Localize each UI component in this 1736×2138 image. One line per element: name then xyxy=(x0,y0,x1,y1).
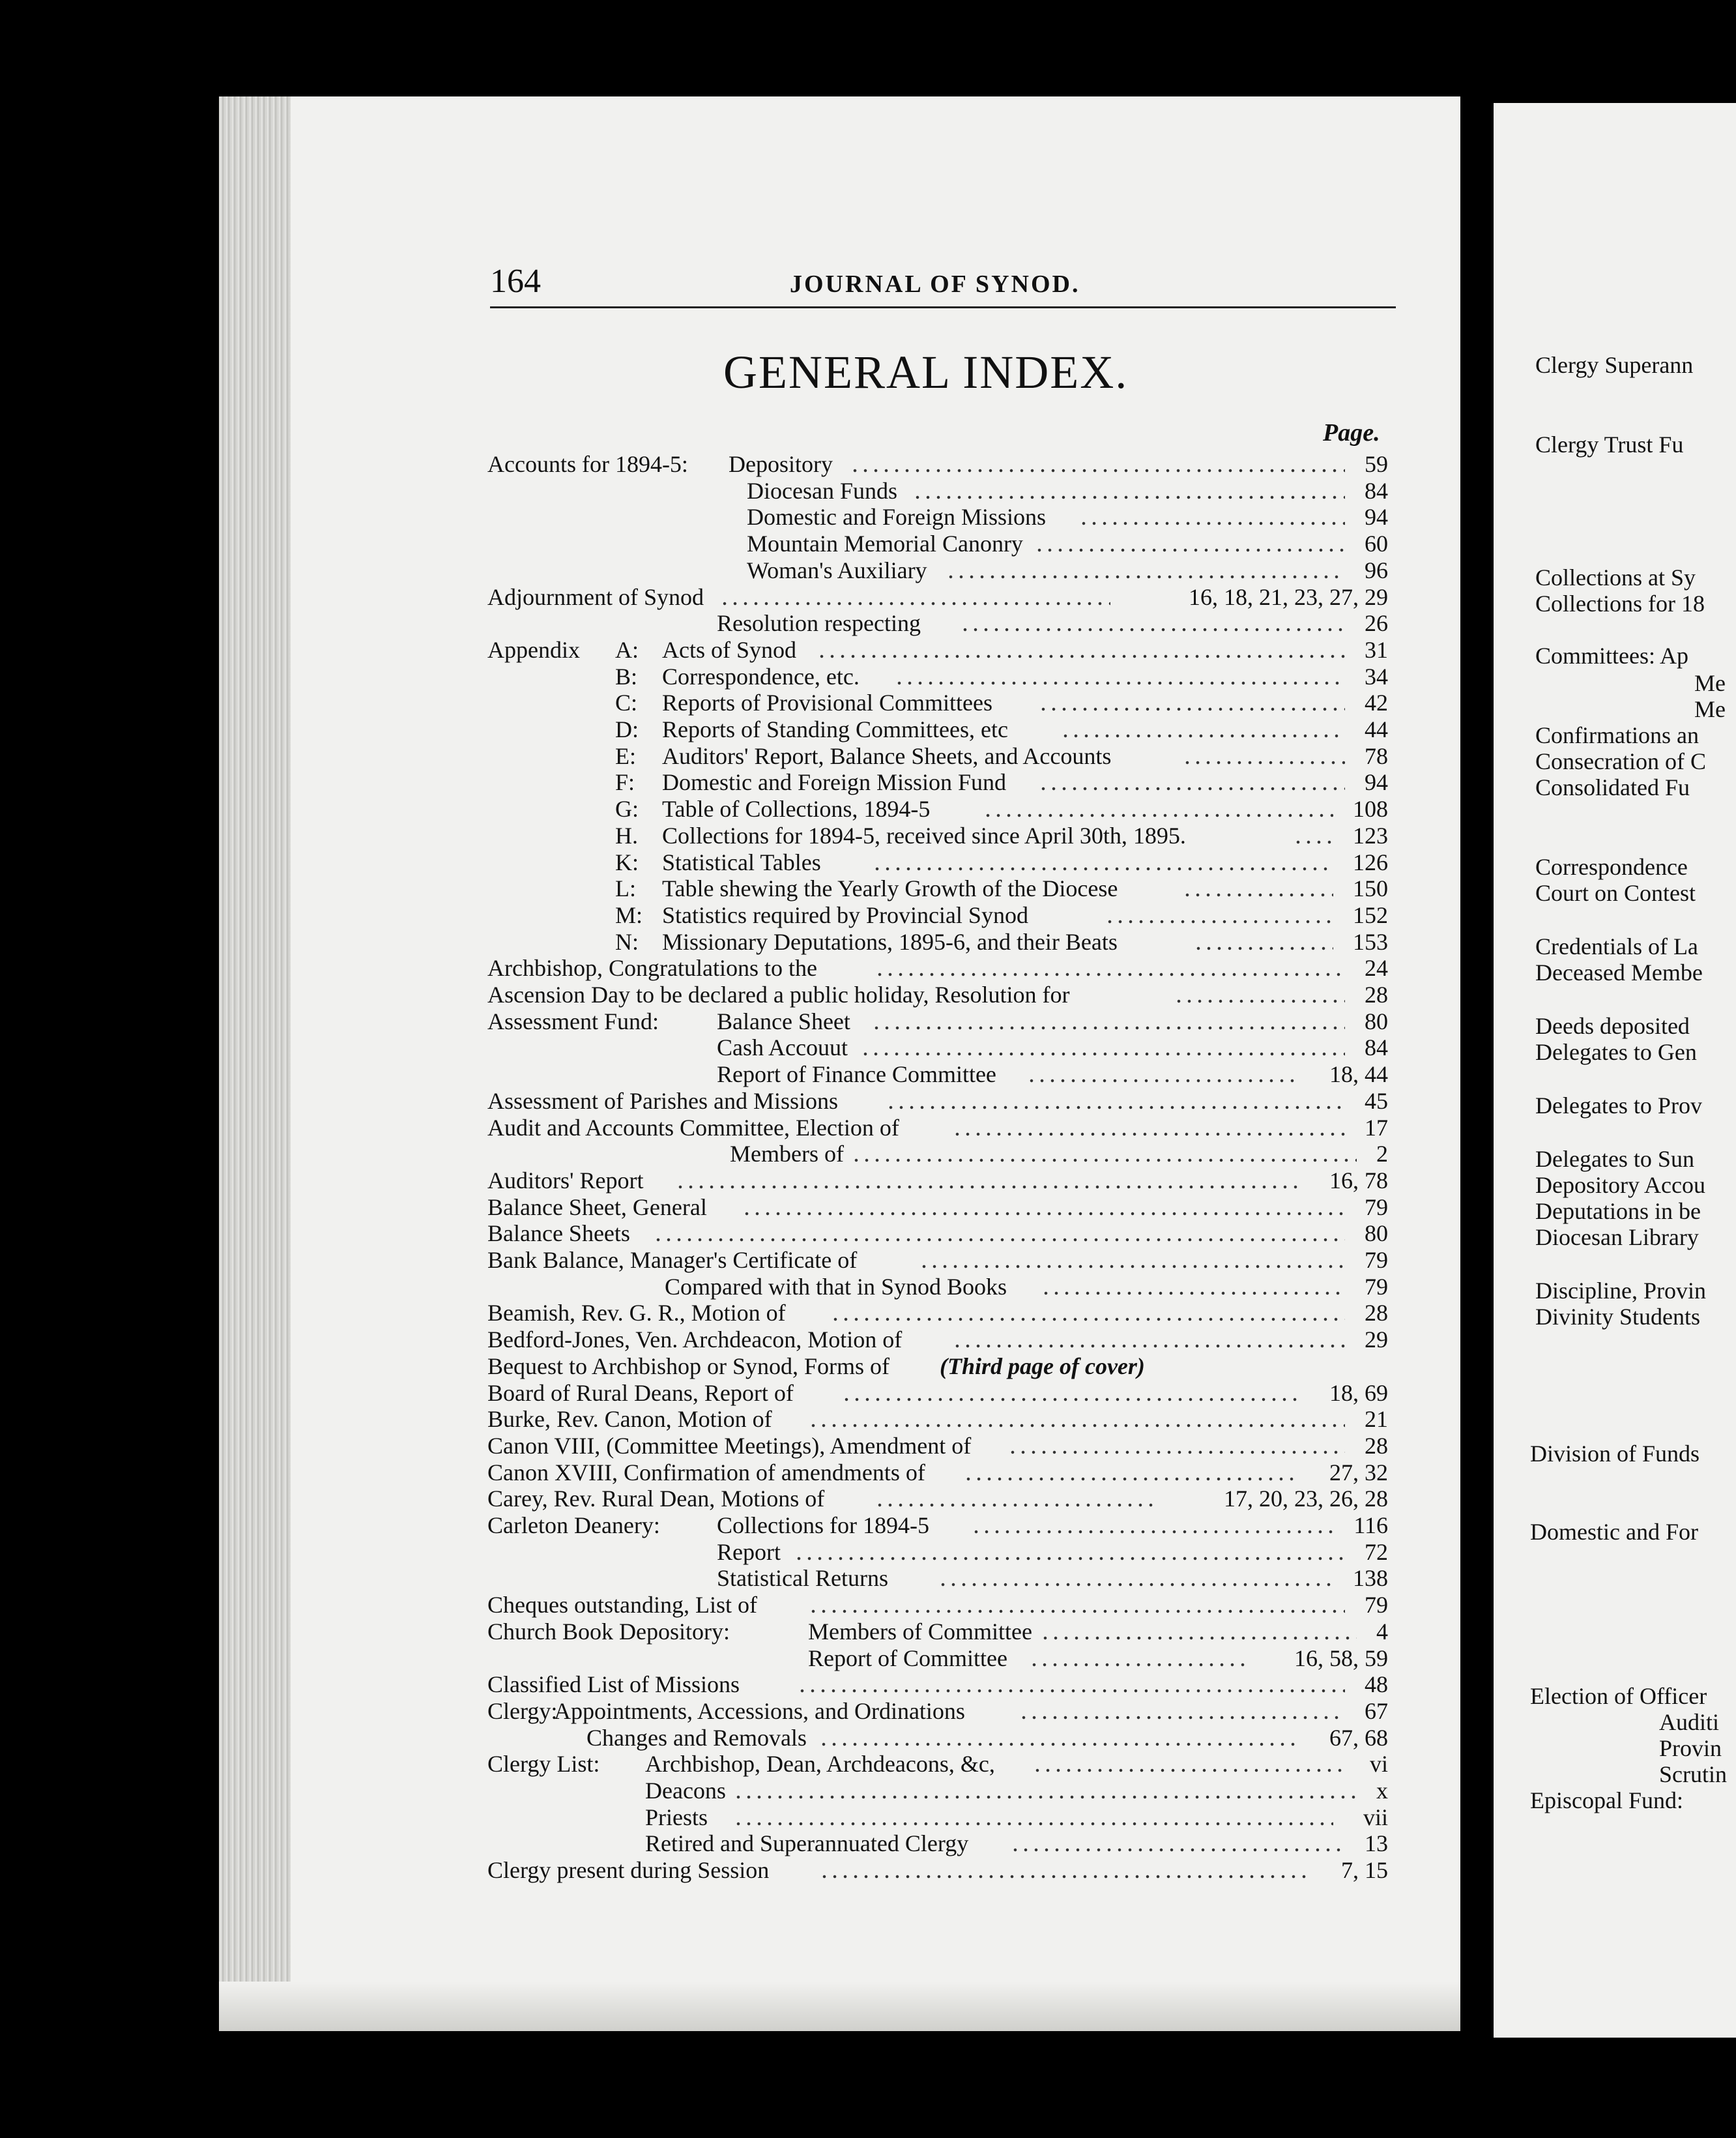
next-page-entry: Delegates to Sun xyxy=(1535,1146,1694,1172)
page-ref: 80 xyxy=(1365,1008,1388,1034)
index-entry xyxy=(0,664,1388,690)
entry-subheading: Collections for 1894-5, received since April 30th, 1895. xyxy=(662,822,1186,849)
page-ref: 24 xyxy=(1365,955,1388,982)
entry-subheading: Statistical Returns xyxy=(717,1565,888,1592)
index-entry xyxy=(0,743,1388,769)
dot-leader xyxy=(794,1539,1345,1565)
entry-subheading: Priests xyxy=(645,1804,708,1830)
next-page-entry: Division of Funds xyxy=(1530,1441,1700,1467)
dot-leader xyxy=(1040,1618,1357,1645)
index-entry xyxy=(0,1034,1388,1061)
dot-leader xyxy=(808,1406,1345,1432)
running-title: JOURNAL OF SYNOD. xyxy=(790,271,1080,298)
index-entry xyxy=(0,1380,1388,1406)
page-ref: 28 xyxy=(1365,982,1388,1008)
index-entry xyxy=(0,637,1388,663)
entry-heading: Accounts for 1894-5: xyxy=(487,451,688,477)
page-ref: 48 xyxy=(1365,1671,1388,1698)
index-entry xyxy=(0,1141,1388,1167)
index-entry xyxy=(0,796,1388,822)
page-ref: 45 xyxy=(1365,1087,1388,1114)
next-page-entry: Discipline, Provin xyxy=(1535,1278,1706,1304)
next-page-entry: Auditi xyxy=(1659,1709,1720,1735)
entry-heading: Adjournment of Synod xyxy=(487,583,704,610)
index-entry xyxy=(0,929,1388,955)
page-ref: 34 xyxy=(1365,663,1388,690)
page-ref: 18, 44 xyxy=(1329,1061,1388,1088)
entry-subheading: Collections for 1894-5 xyxy=(717,1512,929,1538)
page-ref: 4 xyxy=(1376,1618,1388,1645)
index-entry xyxy=(0,1406,1388,1432)
page-ref: 108 xyxy=(1353,796,1388,823)
page-ref: 31 xyxy=(1365,636,1388,663)
dot-leader xyxy=(1038,769,1345,795)
index-entry xyxy=(0,1194,1388,1220)
page-ref: 26 xyxy=(1365,610,1388,637)
next-page-entry: Episcopal Fund: xyxy=(1530,1787,1683,1813)
index-entry xyxy=(0,1618,1388,1645)
index-entry xyxy=(0,1326,1388,1353)
entry-subheading: Report xyxy=(717,1538,781,1565)
dot-leader xyxy=(952,1326,1345,1353)
dot-leader xyxy=(1182,875,1333,901)
entry-heading: Church Book Depository: xyxy=(487,1618,730,1645)
entry-subheading: Statistics required by Provincial Synod xyxy=(662,901,1028,928)
entry-heading: Archbishop, Congratulations to the xyxy=(487,955,817,982)
next-page-entry: Depository Accou xyxy=(1535,1172,1705,1198)
entry-subheading: Mountain Memorial Canonry xyxy=(747,531,1023,557)
index-entry xyxy=(0,451,1388,477)
index-entry xyxy=(0,902,1388,928)
page-number: 164 xyxy=(490,263,541,300)
entry-heading: Assessment Fund: xyxy=(487,1008,659,1034)
page-column-label: Page. xyxy=(1323,419,1380,447)
dot-leader xyxy=(1038,690,1345,716)
page-ref: 150 xyxy=(1353,875,1388,902)
entry-subheading: Diocesan Funds xyxy=(747,477,897,504)
entry-subheading: Appointments, Accessions, and Ordinations xyxy=(554,1697,965,1724)
dot-leader xyxy=(733,1804,1333,1830)
dot-leader xyxy=(886,1088,1345,1114)
next-page-entry: Consolidated Fu xyxy=(1535,774,1690,800)
next-page-entry: Scrutin xyxy=(1659,1761,1727,1787)
index-entry xyxy=(0,690,1388,716)
index-entry xyxy=(0,1167,1388,1193)
page-ref: 79 xyxy=(1365,1247,1388,1273)
dot-leader xyxy=(1293,823,1333,849)
entry-heading: Appendix xyxy=(487,636,580,663)
next-page-entry: Delegates to Gen xyxy=(1535,1039,1697,1065)
entry-heading: Board of Rural Deans, Report of xyxy=(487,1379,794,1406)
page-ref: 67 xyxy=(1365,1697,1388,1724)
page-title: GENERAL INDEX. xyxy=(723,346,1129,398)
page-ref: 152 xyxy=(1353,901,1388,928)
index-entry xyxy=(0,1486,1388,1512)
index-entry xyxy=(0,1061,1388,1087)
dot-leader xyxy=(851,1141,1357,1167)
entry-heading: Cheques outstanding, List of xyxy=(487,1592,757,1618)
appendix-letter: N: xyxy=(615,928,639,955)
dot-leader xyxy=(1078,504,1345,530)
index-entry xyxy=(0,1830,1388,1856)
dot-leader xyxy=(871,1008,1345,1034)
dot-leader xyxy=(1105,902,1333,928)
dot-leader xyxy=(1060,716,1345,742)
index-entry xyxy=(0,1671,1388,1697)
entry-subheading: Statistical Tables xyxy=(662,849,821,875)
dot-leader xyxy=(1193,929,1333,955)
index-entry xyxy=(0,1592,1388,1618)
page-ref: 79 xyxy=(1365,1592,1388,1618)
dot-leader xyxy=(817,637,1345,663)
page-ref: 79 xyxy=(1365,1273,1388,1300)
page-ref: 84 xyxy=(1365,477,1388,504)
entry-subheading: Changes and Removals xyxy=(586,1724,807,1751)
entry-heading: Audit and Accounts Committee, Election of xyxy=(487,1114,899,1141)
page-ref: 17, 20, 23, 26, 28 xyxy=(1224,1486,1388,1512)
appendix-letter: B: xyxy=(615,663,638,690)
page-ref: 13 xyxy=(1365,1830,1388,1857)
dot-leader xyxy=(819,1857,1310,1883)
index-entry xyxy=(0,531,1388,557)
dot-leader xyxy=(912,478,1345,504)
page-ref: 72 xyxy=(1365,1538,1388,1565)
index-entry xyxy=(0,1804,1388,1830)
page-ref: vi xyxy=(1369,1751,1388,1778)
entry-subheading: Domestic and Foreign Missions xyxy=(747,504,1046,531)
page-ref: 138 xyxy=(1353,1565,1388,1592)
next-page-entry: Deputations in be xyxy=(1535,1198,1701,1224)
dot-leader xyxy=(830,1300,1345,1326)
dot-leader xyxy=(872,849,1333,875)
entry-subheading: Members of Committee xyxy=(808,1618,1032,1645)
appendix-letter: M: xyxy=(615,901,643,928)
index-entry xyxy=(0,982,1388,1008)
appendix-letter: L: xyxy=(615,875,636,902)
dot-leader xyxy=(894,664,1345,690)
page-ref: 96 xyxy=(1365,557,1388,583)
next-page-entry: Domestic and For xyxy=(1530,1519,1698,1545)
next-page-entry: Credentials of La xyxy=(1535,933,1698,959)
page-ref: 7, 15 xyxy=(1341,1857,1388,1884)
entry-heading: Bequest to Archbishop or Synod, Forms of xyxy=(487,1353,890,1379)
entry-heading: Balance Sheet, General xyxy=(487,1193,707,1220)
entry-subheading: Reports of Standing Committees, etc xyxy=(662,716,1008,742)
entry-subheading: Domestic and Foreign Mission Fund xyxy=(662,769,1006,796)
page-ref: 153 xyxy=(1353,928,1388,955)
dot-leader xyxy=(963,1459,1298,1486)
appendix-letter: A: xyxy=(615,636,639,663)
header-rule xyxy=(490,306,1396,308)
dot-leader xyxy=(946,557,1345,583)
appendix-letter: C: xyxy=(615,690,638,716)
index-entry xyxy=(0,1274,1388,1300)
next-page-entry: Collections for 18 xyxy=(1535,591,1705,617)
entry-heading: Canon XVIII, Confirmation of amendments of xyxy=(487,1459,925,1486)
page-ref: 94 xyxy=(1365,769,1388,796)
dot-leader xyxy=(875,1486,1157,1512)
index-entry xyxy=(0,875,1388,901)
dot-leader xyxy=(1034,531,1345,557)
page-ref: 16, 58, 59 xyxy=(1294,1645,1388,1671)
index-entry xyxy=(0,849,1388,875)
dot-leader xyxy=(719,584,1110,610)
page-ref: 79 xyxy=(1365,1193,1388,1220)
entry-subheading: Acts of Synod xyxy=(662,636,796,663)
appendix-letter: K: xyxy=(615,849,639,875)
entry-heading: Assessment of Parishes and Missions xyxy=(487,1087,838,1114)
dot-leader xyxy=(797,1671,1345,1697)
dot-leader xyxy=(808,1592,1345,1618)
entry-subheading: Archbishop, Dean, Archdeacons, &c, xyxy=(645,1751,995,1778)
dot-leader xyxy=(850,451,1345,477)
next-page-entry: Correspondence xyxy=(1535,854,1688,880)
page-ref: 21 xyxy=(1365,1406,1388,1433)
entry-subheading: Depository xyxy=(729,451,833,477)
appendix-letter: D: xyxy=(615,716,639,742)
page-ref: 60 xyxy=(1365,531,1388,557)
dot-leader xyxy=(971,1512,1333,1538)
page-ref: 28 xyxy=(1365,1432,1388,1459)
page-ref: 80 xyxy=(1365,1220,1388,1247)
page-ref: 84 xyxy=(1365,1034,1388,1061)
dot-leader xyxy=(1182,743,1345,769)
index-entry xyxy=(0,1698,1388,1724)
appendix-letter: H. xyxy=(615,822,638,849)
index-entry xyxy=(0,1565,1388,1591)
index-entry xyxy=(0,584,1388,610)
index-entry xyxy=(0,1459,1388,1486)
dot-leader xyxy=(733,1778,1357,1804)
dot-leader xyxy=(1174,982,1345,1008)
index-entry xyxy=(0,716,1388,742)
index-entry xyxy=(0,1433,1388,1459)
page-ref: 44 xyxy=(1365,716,1388,742)
next-page-entry: Deceased Membe xyxy=(1535,959,1703,986)
entry-heading: Auditors' Report xyxy=(487,1167,644,1193)
index-entry xyxy=(0,1512,1388,1538)
dot-leader xyxy=(952,1115,1345,1141)
next-page-entry: Me xyxy=(1694,670,1726,696)
dot-leader xyxy=(1026,1061,1298,1087)
index-entry xyxy=(0,610,1388,636)
dot-leader xyxy=(742,1194,1345,1220)
index-entry xyxy=(0,1645,1388,1671)
dot-leader xyxy=(983,796,1333,822)
dot-leader xyxy=(1029,1645,1251,1671)
index-entry xyxy=(0,504,1388,530)
page-ref: 16, 18, 21, 23, 27, 29 xyxy=(1189,583,1388,610)
running-header xyxy=(490,262,1396,301)
index-entry xyxy=(0,1088,1388,1114)
index-entry xyxy=(0,1008,1388,1034)
entry-heading: Clergy present during Session xyxy=(487,1857,770,1884)
dot-leader xyxy=(841,1380,1298,1406)
page-ref: 42 xyxy=(1365,690,1388,716)
index-entry xyxy=(0,955,1388,981)
entry-subheading: Deacons xyxy=(645,1778,726,1804)
entry-subheading: Report of Committee xyxy=(808,1645,1007,1671)
page-ref: 67, 68 xyxy=(1329,1724,1388,1751)
index-entry xyxy=(0,1725,1388,1751)
entry-heading: Bedford-Jones, Ven. Archdeacon, Motion of xyxy=(487,1326,903,1353)
appendix-letter: F: xyxy=(615,769,635,796)
index-entry xyxy=(0,1115,1388,1141)
dot-leader xyxy=(1041,1274,1345,1300)
page-ref: 126 xyxy=(1353,849,1388,875)
dot-leader xyxy=(938,1565,1333,1591)
index-entry xyxy=(0,557,1388,583)
page-ref: 27, 32 xyxy=(1329,1459,1388,1486)
page-ref: 59 xyxy=(1365,451,1388,477)
entry-subheading: Resolution respecting xyxy=(717,610,921,637)
entry-subheading: Retired and Superannuated Clergy xyxy=(645,1830,969,1857)
dot-leader xyxy=(919,1247,1345,1273)
entry-subheading: Woman's Auxiliary xyxy=(747,557,927,583)
page-ref: 2 xyxy=(1376,1141,1388,1167)
next-page-entry: Divinity Students xyxy=(1535,1304,1701,1330)
index-entry xyxy=(0,1220,1388,1246)
next-page-entry: Deeds deposited xyxy=(1535,1013,1690,1039)
entry-heading: Classified List of Missions xyxy=(487,1671,740,1698)
page-ref: 16, 78 xyxy=(1329,1167,1388,1193)
next-page-entry: Provin xyxy=(1659,1735,1722,1761)
page-ref: 116 xyxy=(1353,1512,1388,1538)
dot-leader xyxy=(860,1034,1345,1061)
page-ref: 78 xyxy=(1365,742,1388,769)
next-page-entry: Consecration of C xyxy=(1535,748,1706,774)
entry-heading: Clergy List: xyxy=(487,1751,600,1778)
entry-subheading: Reports of Provisional Committees xyxy=(662,690,992,716)
index-entry xyxy=(0,823,1388,849)
dot-leader xyxy=(1019,1698,1345,1724)
index-entry xyxy=(0,1300,1388,1326)
page-ref: 94 xyxy=(1365,504,1388,531)
appendix-letter: E: xyxy=(615,742,636,769)
next-page-entry: Committees: Ap xyxy=(1535,643,1689,669)
entry-heading: Burke, Rev. Canon, Motion of xyxy=(487,1406,772,1433)
entry-subheading: Cash Accouut xyxy=(717,1034,848,1061)
next-page-entry: Delegates to Prov xyxy=(1535,1092,1702,1119)
entry-heading: Clergy: xyxy=(487,1697,558,1724)
dot-leader xyxy=(1032,1751,1345,1777)
page-ref: 28 xyxy=(1365,1300,1388,1326)
index-entry xyxy=(0,1751,1388,1777)
entry-heading: Balance Sheets xyxy=(487,1220,630,1247)
entry-heading: Bank Balance, Manager's Certificate of xyxy=(487,1247,858,1273)
dot-leader xyxy=(818,1725,1298,1751)
appendix-letter: G: xyxy=(615,796,639,823)
next-page-entry: Clergy Superann xyxy=(1535,352,1694,378)
page-ref: 29 xyxy=(1365,1326,1388,1353)
dot-leader xyxy=(875,955,1345,981)
dot-leader xyxy=(1010,1830,1345,1856)
entry-heading: Carey, Rev. Rural Dean, Motions of xyxy=(487,1486,825,1512)
entry-heading: Ascension Day to be declared a public holiday, Resolution for xyxy=(487,982,1070,1008)
page-ref: 17 xyxy=(1365,1114,1388,1141)
dot-leader xyxy=(653,1220,1345,1246)
entry-subheading: Compared with that in Synod Books xyxy=(665,1273,1007,1300)
index-entry xyxy=(0,1857,1388,1883)
next-page-entry: Election of Officer xyxy=(1530,1683,1707,1709)
dot-leader xyxy=(675,1167,1298,1193)
index-entry xyxy=(0,1778,1388,1804)
next-page-entry: Diocesan Library xyxy=(1535,1224,1699,1250)
dot-leader xyxy=(1007,1433,1345,1459)
index-entry xyxy=(0,1247,1388,1273)
entry-heading: Beamish, Rev. G. R., Motion of xyxy=(487,1300,786,1326)
index-entry xyxy=(0,478,1388,504)
page-ref: vii xyxy=(1363,1804,1388,1830)
entry-heading: Canon VIII, (Committee Meetings), Amendment of xyxy=(487,1432,972,1459)
entry-subheading: Table of Collections, 1894-5 xyxy=(662,796,931,823)
next-page-entry: Collections at Sy xyxy=(1535,564,1696,591)
entry-subheading: Table shewing the Yearly Growth of the Diocese xyxy=(662,875,1118,902)
index-entry xyxy=(0,1353,1388,1379)
next-page-entry: Me xyxy=(1694,696,1726,722)
entry-heading: Carleton Deanery: xyxy=(487,1512,660,1538)
index-entry xyxy=(0,1539,1388,1565)
page-ref: x xyxy=(1376,1778,1388,1804)
page-bottom-edge xyxy=(219,1982,1460,2031)
page-ref: 18, 69 xyxy=(1329,1379,1388,1406)
entry-subheading: Balance Sheet xyxy=(717,1008,850,1034)
entry-subheading: Missionary Deputations, 1895-6, and their Beats xyxy=(662,928,1118,955)
entry-subheading: Report of Finance Committee xyxy=(717,1061,996,1088)
index-entry xyxy=(0,769,1388,795)
next-page-entry: Confirmations an xyxy=(1535,722,1699,748)
entry-subheading: Auditors' Report, Balance Sheets, and Accounts xyxy=(662,742,1112,769)
entry-subheading: Correspondence, etc. xyxy=(662,663,860,690)
page-ref: 123 xyxy=(1353,822,1388,849)
entry-note: (Third page of cover) xyxy=(940,1353,1145,1379)
dot-leader xyxy=(960,610,1345,636)
next-page-entry: Clergy Trust Fu xyxy=(1535,432,1684,458)
next-page-entry: Court on Contest xyxy=(1535,880,1696,906)
entry-subheading: Members of xyxy=(730,1141,844,1167)
